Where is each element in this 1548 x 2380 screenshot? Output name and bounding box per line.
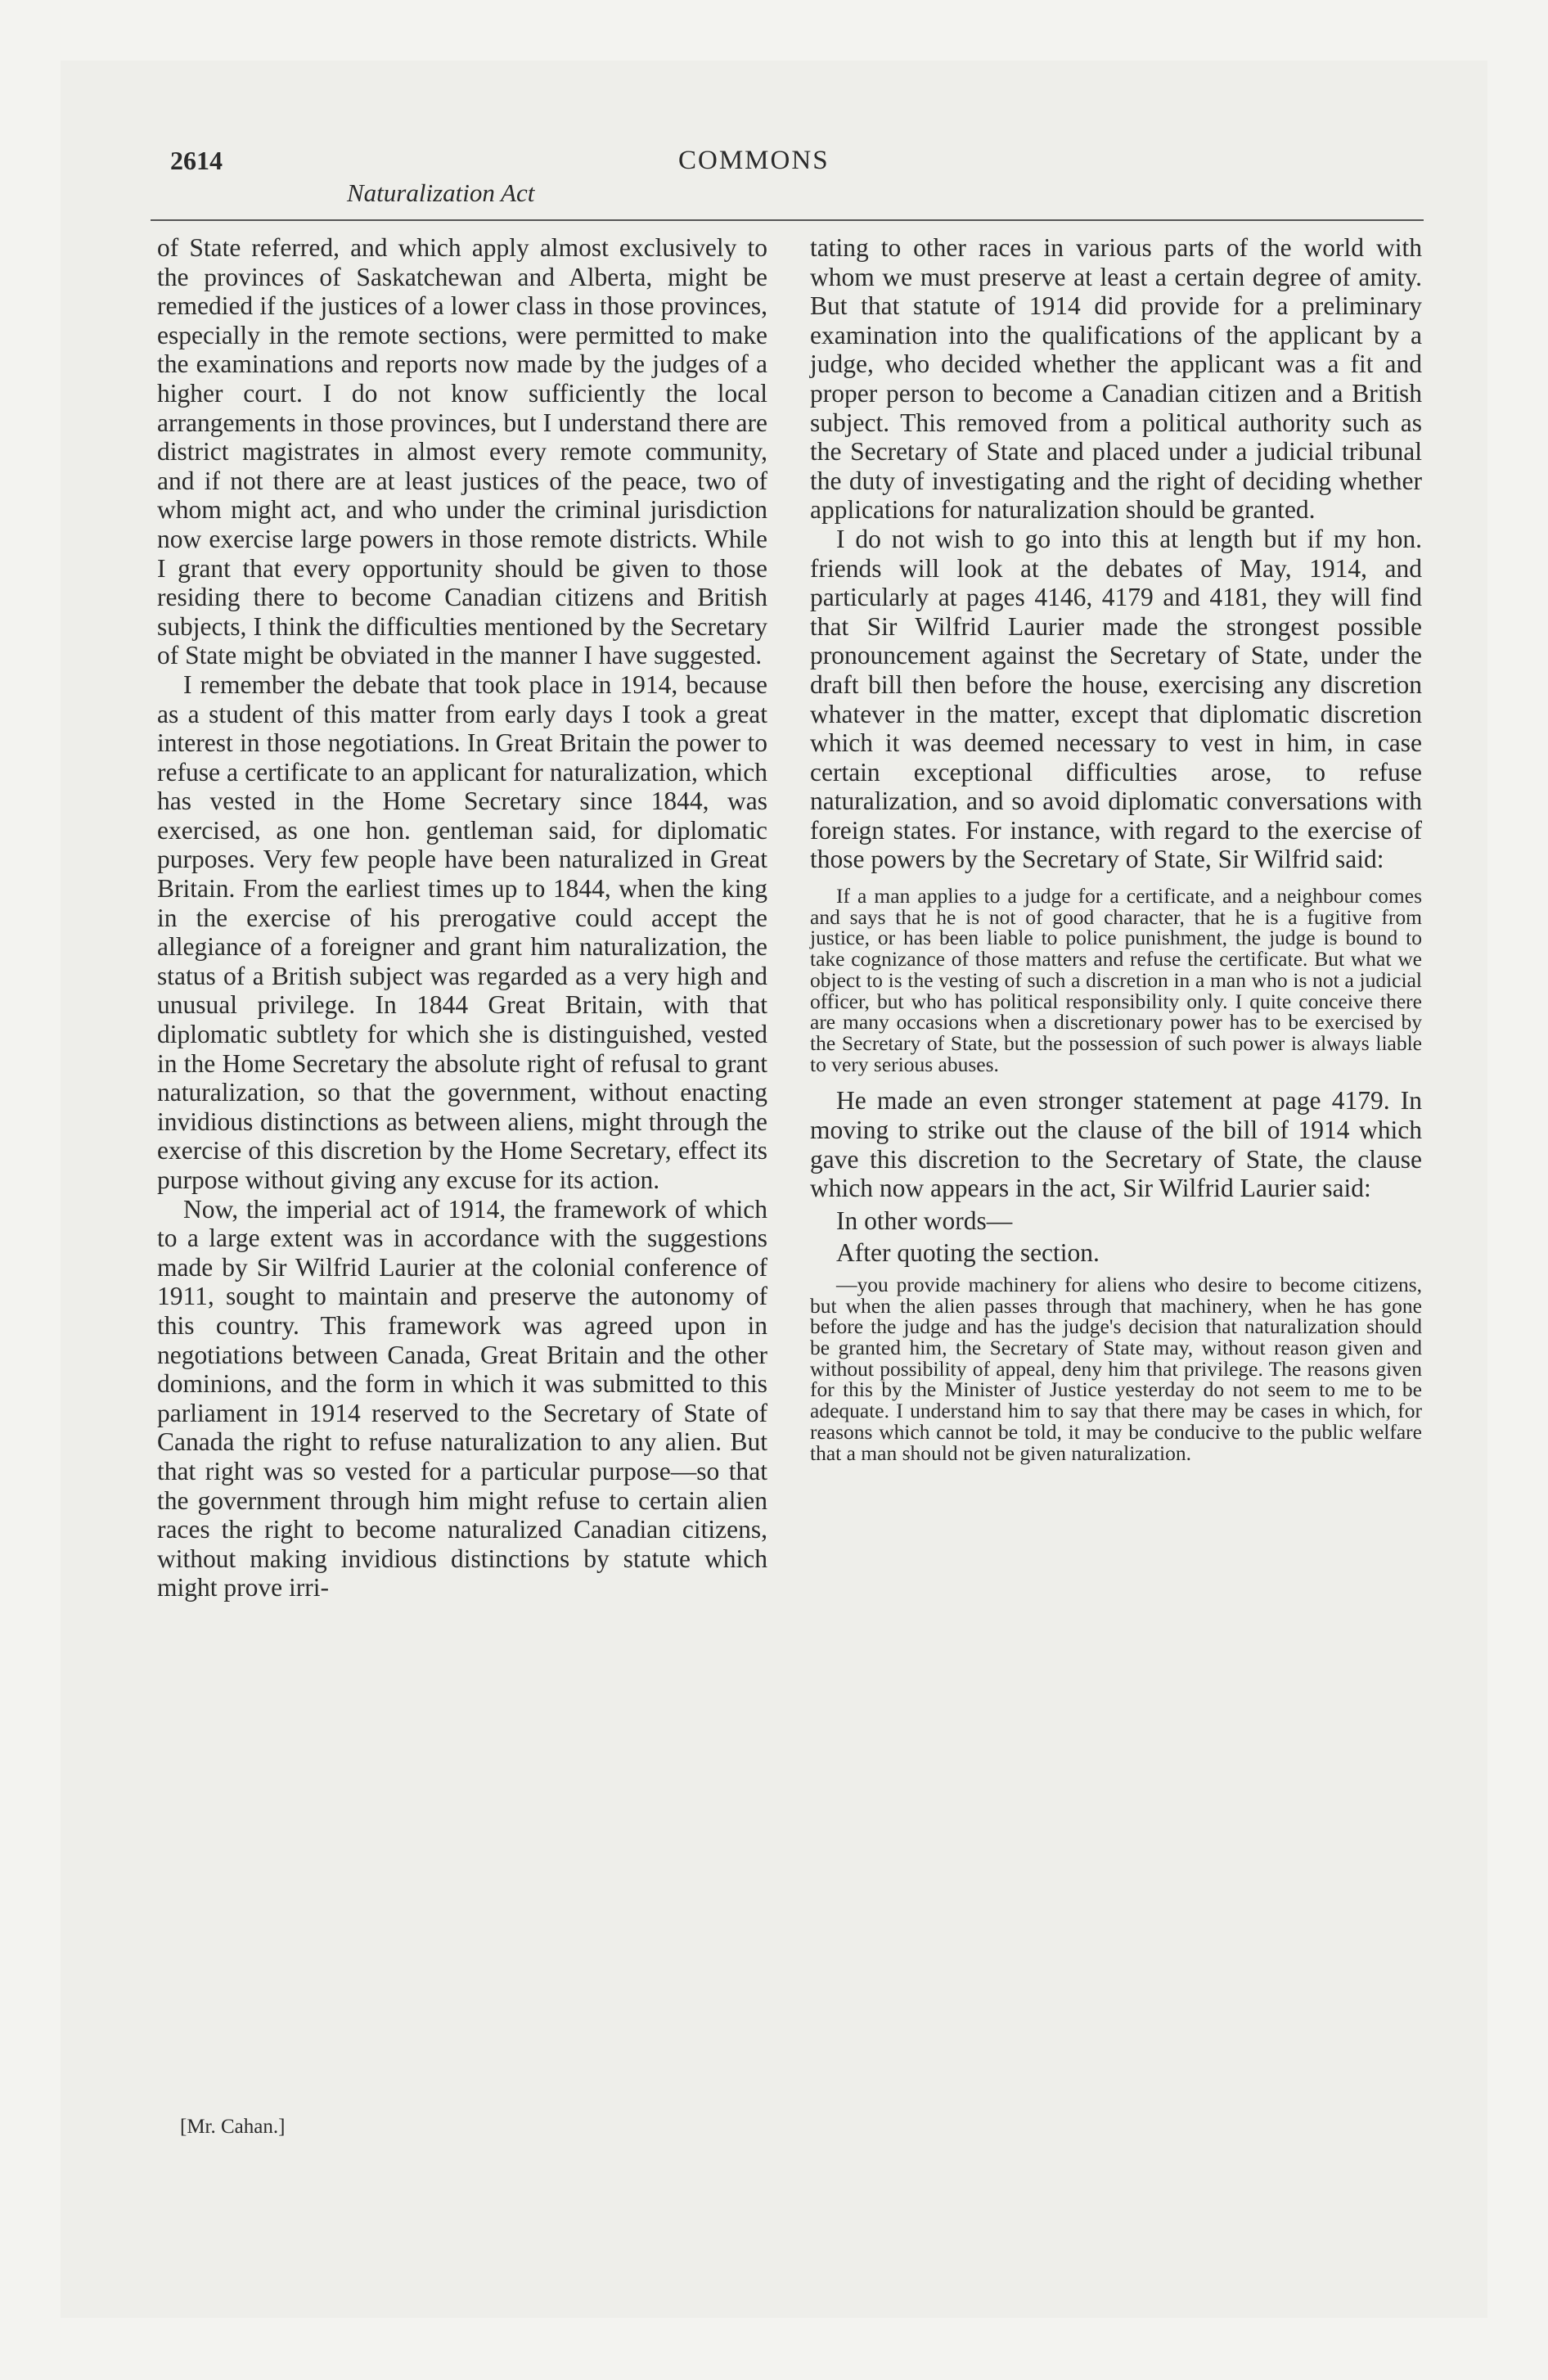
page-header [151,137,1424,219]
speaker-note: [Mr. Cahan.] [180,2116,286,2138]
paragraph: He made an even stronger statement at page 4179. In moving to strike out the clause of the bill of 1914 which gave this discretion to the Secretary of State, the clause which now appears in the act, Sir Wilfrid Laurier said: [810,1086,1422,1203]
paragraph: Now, the imperial act of 1914, the framework of which to a large extent was in accordance with the suggestions made by Sir Wilfrid Laurier at the colonial conference of 1911, sought to maintain and preserve the autonomy of this country. This framework was agreed upon in negotiations between Canada, Great Britain and the other dominions, and the form in which it was submitted to this parliament in 1914 reserved to the Secretary of State of Canada the right to refuse naturalization to any alien. But that right was so vested for a particular purpose—so that the government through him might refuse to certain alien races the right to become naturalized Canadian citizens, without making invidious distinctions by statute which might prove irri- [157,1194,767,1602]
running-title: Naturalization Act [347,178,535,207]
short-quote: In other words— [836,1206,1013,1235]
editorial-note: After quoting the section. [836,1238,1100,1268]
paragraph: tating to other races in various parts of the world with whom we must preserve at least a certain degree of amity. But that statute of 1914 did provide for a preliminary examination into the qualifications of the applicant by a judge, who decided whether the applicant was a fit and proper person to become a Canadian citizen and a British subject. This removed from a political authority such as the Secretary of State and placed under a judicial tribunal the duty of investigating and the right of deciding whether applications for naturalization should be granted. [810,233,1422,525]
paragraph: I do not wish to go into this at length but if my hon. friends will look at the debates of May, 1914, and particularly at pages 4146, 4179 and 4181, they will find that Sir Wilfrid Laurier made the strongest possible pronouncement against the Secretary of State, under the draft bill then before the house, exercising any discretion whatever in the matter, except that diplomatic discretion which it was deemed necessary to vest in him, in case certain exceptional difficulties arose, to refuse naturalization, and so avoid diplomatic conversations with foreign states. For instance, with regard to the exercise of those powers by the Secretary of State, Sir Wilfrid said: [810,524,1422,874]
block-quote: —you provide machinery for aliens who desire to become citizens, but when the alien passes through that machinery, when he has gone before the judge and has the judge's decision that naturalization should be granted him, the Secretary of State may, without reason given and without possibility of appeal, deny him that privilege. The reasons given for this by the Minister of Justice yesterday do not seem to me to be adequate. I understand him to say that there may be cases in which, for reasons which cannot be told, it may be conducive to the public welfare that a man should not be given naturalization. [810,1272,1422,1465]
header-rule [151,219,1424,221]
paragraph: I remember the debate that took place in 1914, because as a student of this matter from early days I took a great interest in those negotiations. In Great Britain the power to refuse a certificate to an applicant for naturalization, which has vested in the Home Secretary since 1844, was exercised, as one hon. gentleman said, for diplomatic purposes. Very few people have been naturalized in Great Britain. From the earliest times up to 1844, when the king in the exercise of his prerogative could accept the allegiance of a foreigner and grant him naturalization, the status of a British subject was regarded as a very high and unusual privilege. In 1844 Great Britain, with that diplomatic subtlety for which she is distinguished, vested in the Home Secretary the absolute right of refusal to grant naturalization, so that the government, without enacting invidious distinctions as between aliens, might through the exercise of this discretion by the Home Secretary, effect its purpose without giving any excuse for its action. [157,669,767,1194]
chamber-title: COMMONS [678,146,830,175]
left-column [157,233,767,1602]
right-column [810,233,1422,1475]
page-number: 2614 [170,146,223,175]
block-quote: If a man applies to a judge for a certificate, and a neighbour comes and says that he is not of good character, that he is a fugitive from justice, or has been liable to police punishment, the judge is bound to take cognizance of those matters and refuse the certificate. But what we object to is the vesting of such a discretion in a man who is not a judicial officer, but who has political responsibility only. I quite conceive there are many occasions when a discretionary power has to be exercised by the Secretary of State, but the possession of such power is always liable to very serious abuses. [810,884,1422,1076]
paragraph: of State referred, and which apply almost exclusively to the provinces of Saskatchewan and Alberta, might be remedied if the justices of a lower class in those provinces, especially in the remote sections, were permitted to make the examinations and reports now made by the judges of a higher court. I do not know sufficiently the local arrangements in those provinces, but I understand there are district magistrates in almost every remote community, and if not there are at least justices of the peace, two of whom might act, and who under the criminal jurisdiction now exercise large powers in those remote districts. While I grant that every opportunity should be given to those residing there to become Canadian citizens and British subjects, I think the difficulties mentioned by the Secretary of State might be obviated in the manner I have suggested. [157,233,767,670]
